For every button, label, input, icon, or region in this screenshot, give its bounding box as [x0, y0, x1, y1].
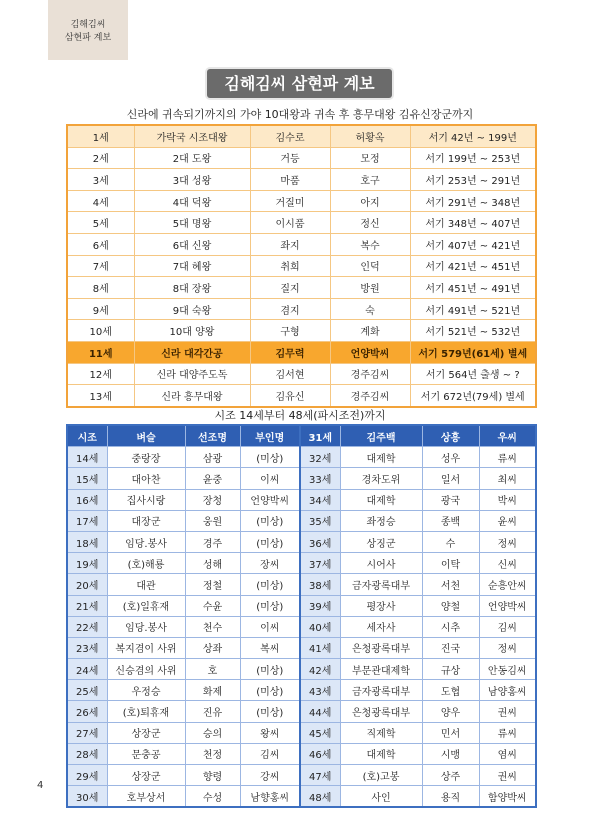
table-cell: 27세: [67, 722, 107, 743]
table-cell: 15세: [67, 468, 107, 489]
table-cell: 11세: [67, 341, 134, 363]
table-cell: 방원: [330, 277, 410, 299]
table-cell: 36세: [300, 531, 340, 552]
table-cell: 서기 491년 ~ 521년: [410, 298, 536, 320]
table-cell: 16세: [67, 489, 107, 510]
table-row: [67, 255, 536, 277]
table-cell: 서기 291년 ~ 348년: [410, 190, 536, 212]
table-cell: 서기 421년 ~ 451년: [410, 255, 536, 277]
section2-caption: 시조 14세부터 48세(파시조전)까지: [214, 409, 386, 422]
chapter-tab-line2: 삼현파 계보: [64, 33, 112, 43]
table-cell: 서기 199년 ~ 253년: [410, 147, 536, 169]
table-cell: 12세: [67, 363, 134, 385]
table-cell: 대제학: [340, 489, 422, 510]
table-cell: 이씨: [240, 468, 300, 489]
table-cell: 호구: [330, 169, 410, 191]
table-cell: 30세: [67, 786, 107, 808]
table-cell: 염씨: [479, 743, 536, 764]
table-cell: 직제학: [340, 722, 422, 743]
table-row: [67, 765, 536, 786]
table-cell: (호)일휴재: [107, 595, 185, 616]
table-row: [67, 190, 536, 212]
table-cell: 26세: [67, 701, 107, 722]
table-cell: (호)퇴휴재: [107, 701, 185, 722]
table-cell: 금자광록대부: [340, 574, 422, 595]
table-cell: 호: [185, 659, 240, 680]
table-cell: 금자광록대부: [340, 680, 422, 701]
table-cell: 왕씨: [240, 722, 300, 743]
table-cell: 신라 대양주도독: [134, 363, 250, 385]
table-cell: 류씨: [479, 447, 536, 468]
table-cell: 삼광: [185, 447, 240, 468]
table-cell: (미상): [240, 510, 300, 531]
table-cell: 신라 대각간공: [134, 341, 250, 363]
table-cell: 중랑장: [107, 447, 185, 468]
table-row: [67, 447, 536, 468]
table-cell: 은청광록대부: [340, 701, 422, 722]
table-cell: 서기 672년(79세) 별세: [410, 385, 536, 407]
table-cell: 신라 흥무대왕: [134, 385, 250, 407]
table-cell: 서기 564년 출생 ~ ?: [410, 363, 536, 385]
table-cell: 19세: [67, 553, 107, 574]
table-cell: 문충공: [107, 743, 185, 764]
table-cell: 5세: [67, 212, 134, 234]
table-cell: 3대 성왕: [134, 169, 250, 191]
table-cell: 대아찬: [107, 468, 185, 489]
table-cell: 22세: [67, 616, 107, 637]
table-cell: 향령: [185, 765, 240, 786]
table-cell: 17세: [67, 510, 107, 531]
table-cell: 7대 혜왕: [134, 255, 250, 277]
table-cell: 45세: [300, 722, 340, 743]
table-cell: 38세: [300, 574, 340, 595]
table-cell: 장청: [185, 489, 240, 510]
table-cell: 40세: [300, 616, 340, 637]
table-cell: 임당.봉사: [107, 531, 185, 552]
table-cell: 사인: [340, 786, 422, 808]
page-title: 김해김씨 삼현파 계보: [207, 69, 392, 98]
table-row: [67, 722, 536, 743]
table-cell: 서기 42년 ~ 199년: [410, 125, 536, 147]
table-cell: 우정승: [107, 680, 185, 701]
table-cell: 서기 521년 ~ 532년: [410, 320, 536, 342]
table-cell: 수: [422, 531, 479, 552]
table-cell: 강씨: [240, 765, 300, 786]
table-cell: 20세: [67, 574, 107, 595]
table-cell: 남양홍씨: [479, 680, 536, 701]
table-cell: 8세: [67, 277, 134, 299]
table-cell: 거등: [250, 147, 330, 169]
table-row: [67, 701, 536, 722]
table-cell: 대관: [107, 574, 185, 595]
table-cell: 광국: [422, 489, 479, 510]
table-cell: 경주김씨: [330, 385, 410, 407]
table-cell: 언양박씨: [330, 341, 410, 363]
table-cell: 21세: [67, 595, 107, 616]
table-row: [67, 212, 536, 234]
generation-table: [66, 424, 537, 808]
table-cell: 화제: [185, 680, 240, 701]
table-cell: 수성: [185, 786, 240, 808]
table-row: [67, 743, 536, 764]
table-cell: 대제학: [340, 743, 422, 764]
table-row: [67, 147, 536, 169]
table-cell: 신승겸의 사위: [107, 659, 185, 680]
table-cell: 3세: [67, 169, 134, 191]
table-cell: 정신: [330, 212, 410, 234]
header-generation: 시조: [67, 425, 107, 447]
table-cell: 남향홍씨: [240, 786, 300, 808]
king-lineage-table: [66, 124, 537, 408]
table-cell: 세자사: [340, 616, 422, 637]
table-row: [67, 489, 536, 510]
header-title: 벼슬: [107, 425, 185, 447]
table-row: [67, 363, 536, 385]
table-cell: 상주: [422, 765, 479, 786]
table-cell: 29세: [67, 765, 107, 786]
table-cell: 5대 명왕: [134, 212, 250, 234]
table-cell: 용직: [422, 786, 479, 808]
table-cell: 성우: [422, 447, 479, 468]
table-cell: 23세: [67, 637, 107, 658]
table-cell: 부문관대제학: [340, 659, 422, 680]
header-ancestor: 선조명: [185, 425, 240, 447]
table-cell: 상장군: [107, 765, 185, 786]
table-cell: 김씨: [479, 616, 536, 637]
table-cell: (호)해룡: [107, 553, 185, 574]
table-cell: (미상): [240, 659, 300, 680]
table-row: [67, 341, 536, 363]
table-cell: 김수로: [250, 125, 330, 147]
table-row: [67, 385, 536, 407]
table-cell: 좌지: [250, 233, 330, 255]
table-cell: 8대 장왕: [134, 277, 250, 299]
table-cell: 집사시랑: [107, 489, 185, 510]
table-cell: 18세: [67, 531, 107, 552]
table-cell: 최씨: [479, 468, 536, 489]
table-cell: 함양박씨: [479, 786, 536, 808]
table-cell: 대장군: [107, 510, 185, 531]
chapter-tab: [48, 0, 128, 60]
table-cell: 이탁: [422, 553, 479, 574]
table-header-row: [67, 425, 536, 447]
table-cell: 복지겸이 사위: [107, 637, 185, 658]
table-cell: 진국: [422, 637, 479, 658]
table-cell: 겸지: [250, 298, 330, 320]
table-cell: (호)고봉: [340, 765, 422, 786]
table-cell: 41세: [300, 637, 340, 658]
table-cell: 권씨: [479, 765, 536, 786]
table-cell: 윤중: [185, 468, 240, 489]
table-cell: 순흥안씨: [479, 574, 536, 595]
table-cell: 상징군: [340, 531, 422, 552]
table-cell: 수윤: [185, 595, 240, 616]
table-cell: 웅원: [185, 510, 240, 531]
table-row: [67, 277, 536, 299]
table-cell: 48세: [300, 786, 340, 808]
table-cell: 경주김씨: [330, 363, 410, 385]
table-cell: 25세: [67, 680, 107, 701]
table-cell: (미상): [240, 531, 300, 552]
table-cell: 천정: [185, 743, 240, 764]
table-cell: 김서현: [250, 363, 330, 385]
table-cell: 규상: [422, 659, 479, 680]
table-cell: 안동김씨: [479, 659, 536, 680]
table-cell: 39세: [300, 595, 340, 616]
table-cell: 언양박씨: [479, 595, 536, 616]
table-row: [67, 595, 536, 616]
table-cell: 4대 덕왕: [134, 190, 250, 212]
table-cell: 허황옥: [330, 125, 410, 147]
table-row: [67, 468, 536, 489]
table-cell: 권씨: [479, 701, 536, 722]
table-cell: 성해: [185, 553, 240, 574]
table-cell: 서기 451년 ~ 491년: [410, 277, 536, 299]
table-row: [67, 531, 536, 552]
table-cell: 복씨: [240, 637, 300, 658]
table-cell: 28세: [67, 743, 107, 764]
table-cell: 서기 579년(61세) 별세: [410, 341, 536, 363]
table-row: [67, 320, 536, 342]
table-cell: 인덕: [330, 255, 410, 277]
table-cell: 양우: [422, 701, 479, 722]
table-cell: 2세: [67, 147, 134, 169]
table-cell: 상장군: [107, 722, 185, 743]
table-cell: 경차도위: [340, 468, 422, 489]
table-cell: 47세: [300, 765, 340, 786]
table-cell: 34세: [300, 489, 340, 510]
table-cell: (미상): [240, 595, 300, 616]
table-cell: (미상): [240, 701, 300, 722]
table-cell: 장씨: [240, 553, 300, 574]
table-cell: 정씨: [479, 637, 536, 658]
table-cell: 박씨: [479, 489, 536, 510]
table-cell: 신씨: [479, 553, 536, 574]
table-cell: 임당.봉사: [107, 616, 185, 637]
table-cell: 윤씨: [479, 510, 536, 531]
table-cell: 양철: [422, 595, 479, 616]
table-row: [67, 233, 536, 255]
page-number: 4: [37, 780, 44, 791]
table-cell: 상흥: [422, 425, 479, 447]
table-row: [67, 125, 536, 147]
table-cell: 김씨: [240, 743, 300, 764]
table-cell: 4세: [67, 190, 134, 212]
table-cell: 도협: [422, 680, 479, 701]
table-cell: 43세: [300, 680, 340, 701]
table-cell: 김무력: [250, 341, 330, 363]
table-row: [67, 659, 536, 680]
table-cell: 상좌: [185, 637, 240, 658]
table-cell: 모정: [330, 147, 410, 169]
table-row: [67, 786, 536, 808]
table-row: [67, 680, 536, 701]
table-cell: 승의: [185, 722, 240, 743]
table-cell: 서기 407년 ~ 421년: [410, 233, 536, 255]
table-cell: 복수: [330, 233, 410, 255]
table-cell: 숙: [330, 298, 410, 320]
table-row: [67, 553, 536, 574]
table-cell: 김주백: [340, 425, 422, 447]
table-cell: 35세: [300, 510, 340, 531]
table-row: [67, 298, 536, 320]
table-row: [67, 574, 536, 595]
section1-caption: 신라에 귀속되기까지의 가야 10대왕과 귀속 후 흥무대왕 김유신장군까지: [126, 108, 474, 121]
table-cell: 서기 253년 ~ 291년: [410, 169, 536, 191]
table-cell: 6세: [67, 233, 134, 255]
chapter-tab-line1: 김해김씨: [70, 20, 106, 30]
table-cell: 2대 도왕: [134, 147, 250, 169]
table-cell: 구형: [250, 320, 330, 342]
table-cell: 호부상서: [107, 786, 185, 808]
table-cell: 14세: [67, 447, 107, 468]
table-cell: 6대 신왕: [134, 233, 250, 255]
table-cell: 32세: [300, 447, 340, 468]
table-cell: 10대 양왕: [134, 320, 250, 342]
table-cell: 10세: [67, 320, 134, 342]
table-cell: 서기 348년 ~ 407년: [410, 212, 536, 234]
header-wife: 부인명: [240, 425, 300, 447]
table-cell: 46세: [300, 743, 340, 764]
table-cell: 9세: [67, 298, 134, 320]
table-cell: 류씨: [479, 722, 536, 743]
table-cell: 아지: [330, 190, 410, 212]
table-cell: 진유: [185, 701, 240, 722]
table-cell: 정철: [185, 574, 240, 595]
table-cell: 계화: [330, 320, 410, 342]
table-cell: 시추: [422, 616, 479, 637]
table-cell: 37세: [300, 553, 340, 574]
table-cell: 42세: [300, 659, 340, 680]
table-cell: 취희: [250, 255, 330, 277]
table-cell: (미상): [240, 447, 300, 468]
table-cell: 44세: [300, 701, 340, 722]
table-cell: (미상): [240, 680, 300, 701]
table-cell: 33세: [300, 468, 340, 489]
table-cell: 우씨: [479, 425, 536, 447]
table-cell: 서천: [422, 574, 479, 595]
table-cell: 가락국 시조대왕: [134, 125, 250, 147]
table-cell: (미상): [240, 574, 300, 595]
table-row: [67, 510, 536, 531]
table-row: [67, 637, 536, 658]
table-cell: 시맹: [422, 743, 479, 764]
table-cell: 1세: [67, 125, 134, 147]
table-cell: 좌정승: [340, 510, 422, 531]
table-cell: 이씨: [240, 616, 300, 637]
table-cell: 평장사: [340, 595, 422, 616]
table-cell: 대제학: [340, 447, 422, 468]
table-cell: 31세: [300, 425, 340, 447]
table-cell: 언양박씨: [240, 489, 300, 510]
table-cell: 거질미: [250, 190, 330, 212]
table-cell: 종백: [422, 510, 479, 531]
table-cell: 일서: [422, 468, 479, 489]
table-cell: 경주: [185, 531, 240, 552]
table-cell: 9대 숙왕: [134, 298, 250, 320]
table-cell: 마품: [250, 169, 330, 191]
table-cell: 천수: [185, 616, 240, 637]
table-cell: 정씨: [479, 531, 536, 552]
table-cell: 7세: [67, 255, 134, 277]
table-row: [67, 169, 536, 191]
table-cell: 민서: [422, 722, 479, 743]
table-cell: 13세: [67, 385, 134, 407]
table-cell: 이시품: [250, 212, 330, 234]
table-cell: 24세: [67, 659, 107, 680]
table-cell: 질지: [250, 277, 330, 299]
table-row: [67, 616, 536, 637]
table-cell: 은청광록대부: [340, 637, 422, 658]
table-cell: 김유신: [250, 385, 330, 407]
table-cell: 시어사: [340, 553, 422, 574]
